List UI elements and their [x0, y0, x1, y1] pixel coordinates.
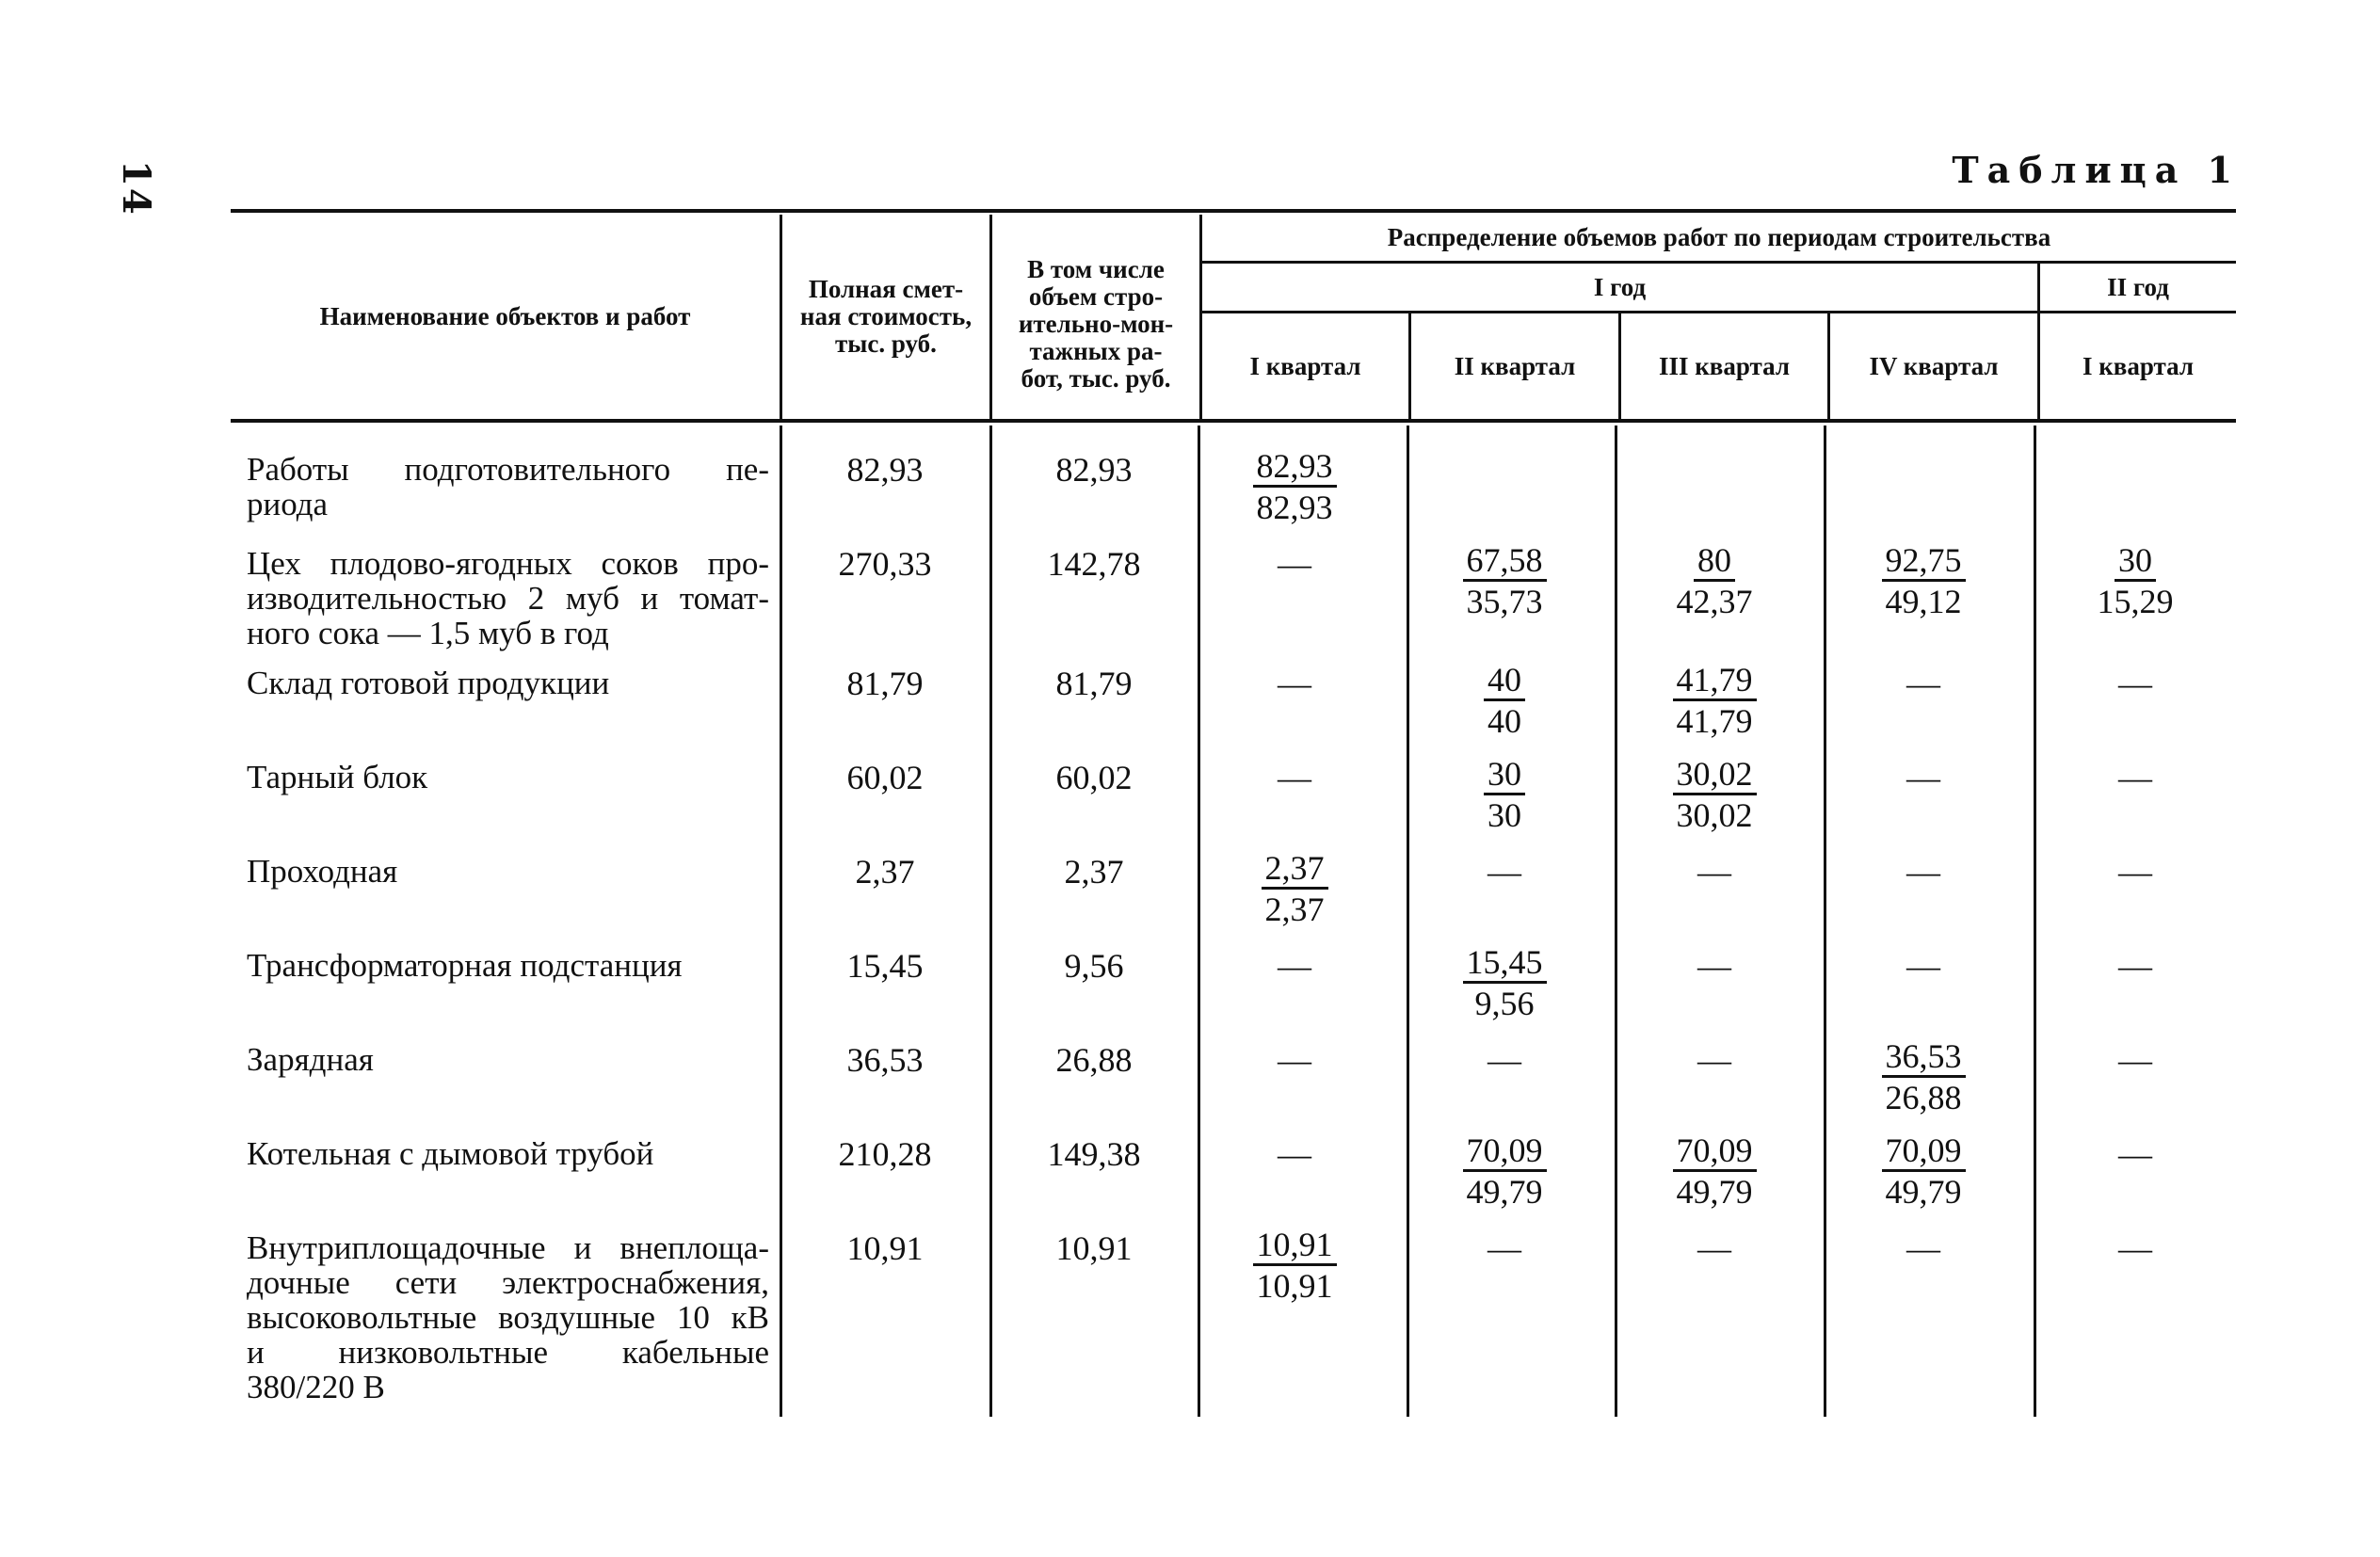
fraction-total: 80	[1694, 541, 1735, 582]
row-name-line: риода	[247, 486, 329, 522]
empty-dash: —	[1697, 947, 1731, 985]
total-cost-value: 82,93	[846, 451, 924, 489]
row-name	[247, 1136, 769, 1171]
fraction-value	[1200, 1225, 1389, 1306]
fraction-value	[1620, 1131, 1809, 1212]
row-name-line: и низковольтные кабельные	[247, 1334, 769, 1371]
fraction-smr: 10,91	[1256, 1267, 1333, 1305]
row-name-line: Тарный блок	[247, 759, 428, 795]
fraction-smr: 49,79	[1466, 1173, 1543, 1211]
fraction-smr: 49,79	[1676, 1173, 1753, 1211]
fraction-smr: 26,88	[1885, 1079, 1962, 1116]
fraction-smr: 42,37	[1676, 583, 1753, 620]
empty-dash: —	[1488, 853, 1521, 891]
header-distribution: Распределение объемов работ по периодам строительства	[1387, 223, 2051, 251]
body-divider	[1824, 425, 1826, 1417]
total-cost-value: 81,79	[846, 665, 924, 702]
fraction-total: 92,75	[1882, 541, 1966, 582]
empty-dash: —	[1278, 1135, 1311, 1173]
row-name-line: Зарядная	[247, 1041, 374, 1078]
fraction-smr: 9,56	[1474, 985, 1535, 1022]
fraction-total: 41,79	[1673, 661, 1757, 701]
header-quarter-4: IV квартал	[1869, 351, 1999, 380]
fraction-smr: 2,37	[1264, 891, 1325, 928]
smr-value: 142,78	[1047, 545, 1141, 583]
smr-value: 10,91	[1055, 1229, 1133, 1267]
smr-value: 26,88	[1055, 1041, 1133, 1079]
smr-value: 82,93	[1055, 451, 1133, 489]
row-name	[247, 948, 769, 983]
row-name	[247, 452, 769, 522]
empty-dash: —	[1906, 759, 1940, 796]
body-divider	[2034, 425, 2036, 1417]
empty-dash: —	[1697, 1229, 1731, 1267]
fraction-smr: 49,12	[1885, 583, 1962, 620]
row-name-line: Склад готовой продукции	[247, 665, 610, 701]
fraction-value	[1200, 446, 1389, 527]
header-year2-quarter-1: I квартал	[2082, 351, 2195, 380]
total-cost-value: 270,33	[838, 545, 932, 583]
fraction-total: 2,37	[1262, 849, 1328, 890]
total-cost-value: 15,45	[846, 947, 924, 985]
fraction-value	[1410, 942, 1599, 1023]
fraction-value	[2041, 540, 2229, 621]
body-divider	[1615, 425, 1617, 1417]
table-caption: Таблица 1	[1952, 149, 2241, 191]
page-number: 14	[114, 160, 158, 217]
empty-dash: —	[1278, 759, 1311, 796]
smr-value: 149,38	[1047, 1135, 1141, 1173]
row-name-line: высоковольтные воздушные 10 кВ	[247, 1299, 769, 1336]
empty-dash: —	[1278, 665, 1311, 702]
row-name-line: Внутриплощадочные и внеплоща-	[247, 1229, 769, 1266]
fraction-value	[1410, 1131, 1599, 1212]
body-divider	[1407, 425, 1409, 1417]
row-name-line: Трансформаторная подстанция	[247, 947, 683, 984]
row-name-line: Котельная с дымовой трубой	[247, 1135, 654, 1172]
empty-dash: —	[1278, 1041, 1311, 1079]
empty-dash: —	[1488, 1229, 1521, 1267]
row-name-line: 380/220 В	[247, 1369, 385, 1405]
empty-dash: —	[2118, 947, 2152, 985]
row-name	[247, 1042, 769, 1077]
header-bottom-rule	[231, 419, 2236, 423]
header-year-1: I год	[1593, 272, 1647, 301]
row-name-line: Работы подготовительного пе-	[247, 451, 769, 488]
fraction-smr: 41,79	[1676, 702, 1753, 740]
smr-value: 81,79	[1055, 665, 1133, 702]
fraction-value	[1829, 540, 2018, 621]
fraction-value	[1200, 848, 1389, 929]
row-name-line: ного сока — 1,5 муб в год	[247, 615, 609, 651]
header-year-2: II год	[2107, 272, 2169, 301]
empty-dash: —	[1278, 947, 1311, 985]
row-name-line: изводительностью 2 муб и томат-	[247, 580, 769, 617]
empty-dash: —	[1697, 1041, 1731, 1079]
fraction-total: 70,09	[1463, 1132, 1547, 1172]
fraction-smr: 30,02	[1676, 796, 1753, 834]
row-name	[247, 854, 769, 889]
empty-dash: —	[2118, 1135, 2152, 1173]
fraction-total: 15,45	[1463, 943, 1547, 984]
fraction-total: 30	[2115, 541, 2156, 582]
fraction-total: 67,58	[1463, 541, 1547, 582]
fraction-value	[1410, 540, 1599, 621]
empty-dash: —	[1697, 853, 1731, 891]
table-top-rule	[231, 209, 2236, 213]
fraction-value	[1410, 660, 1599, 741]
row-name-line: дочные сети электроснабжения,	[247, 1264, 769, 1301]
fraction-total: 40	[1484, 661, 1525, 701]
total-cost-value: 210,28	[838, 1135, 932, 1173]
row-name	[247, 666, 769, 700]
total-cost-value: 36,53	[846, 1041, 924, 1079]
fraction-smr: 49,79	[1885, 1173, 1962, 1211]
empty-dash: —	[1278, 545, 1311, 583]
empty-dash: —	[1906, 665, 1940, 702]
total-cost-value: 60,02	[846, 759, 924, 796]
fraction-smr: 40	[1488, 702, 1521, 740]
empty-dash: —	[1906, 1229, 1940, 1267]
fraction-value	[1620, 540, 1809, 621]
fraction-smr: 30	[1488, 796, 1521, 834]
fraction-value	[1829, 1131, 2018, 1212]
fraction-smr: 15,29	[2097, 583, 2174, 620]
fraction-total: 82,93	[1253, 447, 1337, 488]
empty-dash: —	[1488, 1041, 1521, 1079]
empty-dash: —	[2118, 665, 2152, 702]
body-divider	[780, 425, 782, 1417]
fraction-smr: 82,93	[1256, 489, 1333, 526]
fraction-total: 36,53	[1882, 1037, 1966, 1078]
total-cost-value: 2,37	[855, 853, 915, 891]
fraction-total: 30,02	[1673, 755, 1757, 795]
smr-value: 60,02	[1055, 759, 1133, 796]
body-divider	[989, 425, 992, 1417]
empty-dash: —	[1906, 853, 1940, 891]
header-quarter-2: II квартал	[1454, 351, 1576, 380]
fraction-value	[1620, 660, 1809, 741]
row-name	[247, 1230, 769, 1405]
header-name: Наименование объектов и работ	[319, 302, 691, 330]
header-total-cost: Полная смет- ная стоимость, тыс. руб.	[799, 275, 973, 358]
empty-dash: —	[1906, 947, 1940, 985]
fraction-value	[1410, 754, 1599, 835]
header-smr: В том числе объем стро- ительно-мон- тажных ра- бот, тыс. руб.	[1018, 255, 1174, 393]
row-name	[247, 546, 769, 650]
empty-dash: —	[2118, 1229, 2152, 1267]
fraction-value	[1829, 1036, 2018, 1117]
empty-dash: —	[2118, 1041, 2152, 1079]
row-name	[247, 760, 769, 795]
smr-value: 2,37	[1064, 853, 1124, 891]
fraction-total: 70,09	[1882, 1132, 1966, 1172]
fraction-total: 70,09	[1673, 1132, 1757, 1172]
fraction-total: 10,91	[1253, 1226, 1337, 1266]
empty-dash: —	[2118, 853, 2152, 891]
header-quarter-1: I квартал	[1249, 351, 1361, 380]
smr-value: 9,56	[1064, 947, 1124, 985]
fraction-value	[1620, 754, 1809, 835]
fraction-smr: 35,73	[1466, 583, 1543, 620]
fraction-total: 30	[1484, 755, 1525, 795]
empty-dash: —	[2118, 759, 2152, 796]
header-quarter-3: III квартал	[1658, 351, 1791, 380]
total-cost-value: 10,91	[846, 1229, 924, 1267]
row-name-line: Цех плодово-ягодных соков про-	[247, 545, 769, 582]
row-name-line: Проходная	[247, 853, 398, 890]
